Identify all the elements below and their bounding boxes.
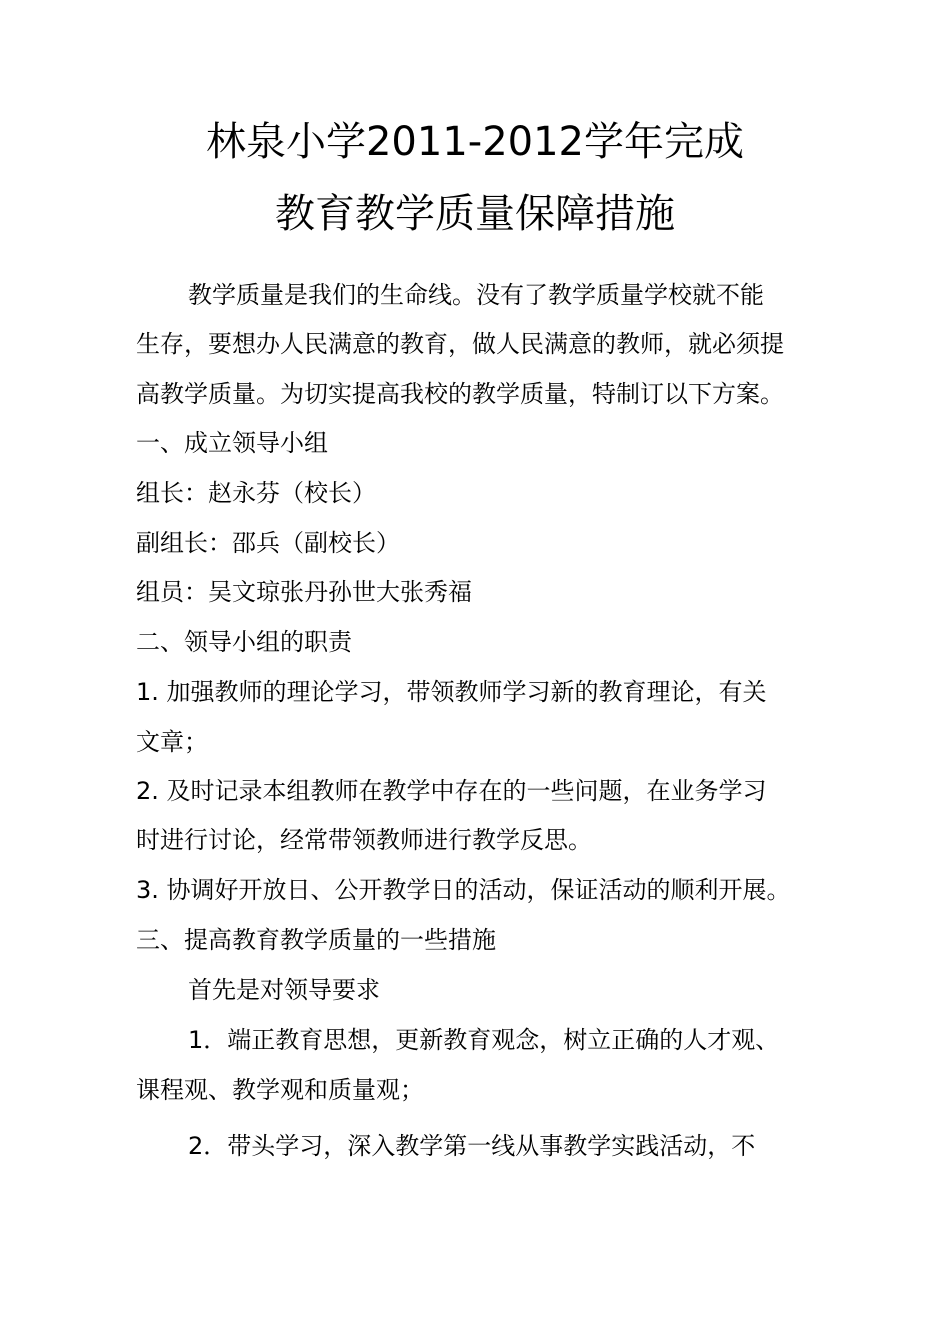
list-item-text: 1．端正教育思想，更新教育观念，树立正确的人才观、	[188, 1026, 780, 1054]
body-text-line: 高教学质量。为切实提高我校的教学质量，特制订以下方案。	[136, 380, 784, 408]
section-heading: 一、成立领导小组	[136, 429, 328, 457]
list-item-text: 2．带头学习，深入教学第一线从事教学实践活动，不	[188, 1132, 756, 1160]
document-title-line-1: 林泉小学2011-2012学年完成	[205, 119, 745, 165]
body-text-line: 副组长：邵兵（副校长）	[136, 529, 400, 557]
body-text-line: 组长：赵永芬（校长）	[136, 479, 376, 507]
document-title-line-2: 教育教学质量保障措施	[275, 191, 675, 237]
body-text-line: 组员：吴文琼张丹孙世大张秀福	[136, 578, 472, 606]
list-item-text: 1. 加强教师的理论学习，带领教师学习新的教育理论，有关	[136, 678, 767, 706]
list-item-text: 2. 及时记录本组教师在教学中存在的一些问题，在业务学习	[136, 777, 767, 805]
list-item-text: 时进行讨论，经常带领教师进行教学反思。	[136, 826, 592, 854]
list-item-text: 3. 协调好开放日、公开教学日的活动，保证活动的顺利开展。	[136, 876, 791, 904]
list-item-text: 文章；	[136, 728, 208, 756]
list-item-text: 课程观、教学观和质量观；	[136, 1076, 424, 1104]
section-heading: 三、提高教育教学质量的一些措施	[136, 926, 496, 954]
body-text-line: 教学质量是我们的生命线。没有了教学质量学校就不能	[188, 281, 764, 309]
body-text-line: 生存，要想办人民满意的教育，做人民满意的教师，就必须提	[136, 330, 784, 358]
body-text-line: 首先是对领导要求	[188, 976, 380, 1004]
section-heading: 二、领导小组的职责	[136, 628, 352, 656]
